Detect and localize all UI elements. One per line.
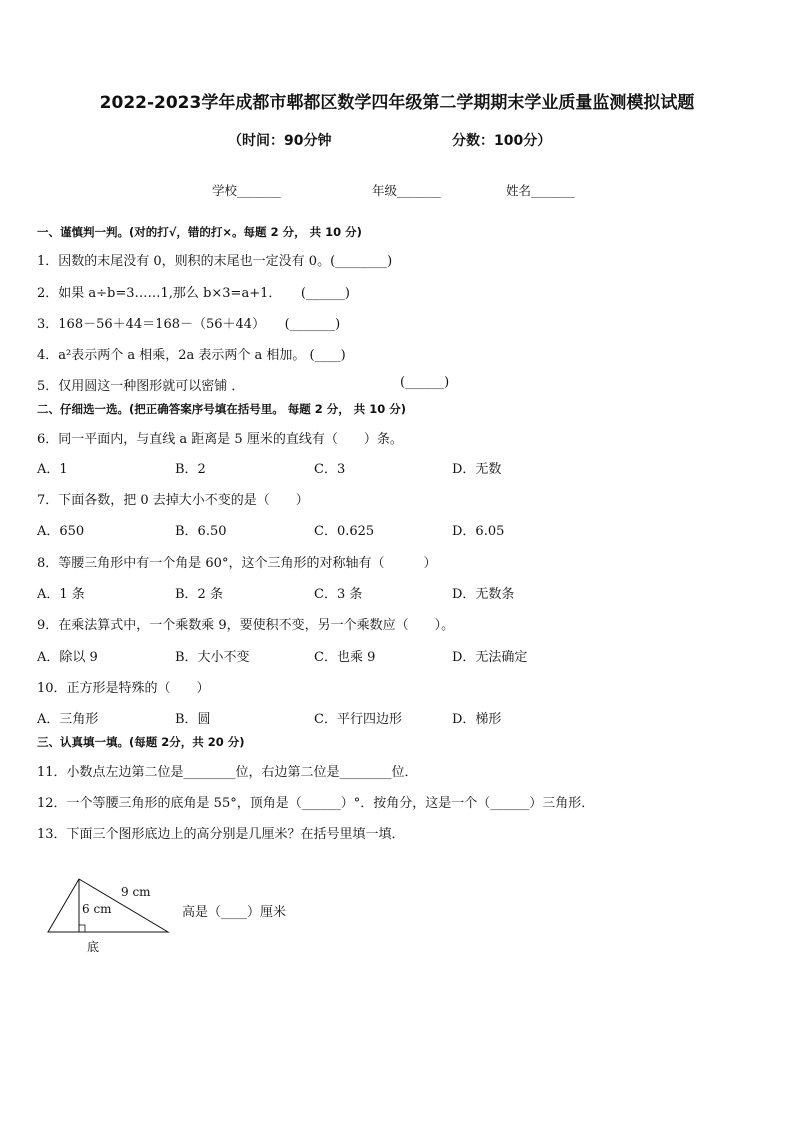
triangle-base-label: 底 (87, 940, 100, 954)
question-8-option-b: B．2 条 (175, 587, 223, 602)
question-10-option-b: B．圆 (175, 712, 211, 727)
question-6-option-d: D．无数 (452, 462, 502, 477)
triangle-figure (40, 872, 190, 962)
question-7-option-c: C．0.625 (314, 524, 375, 539)
question-11: 11．小数点左边第二位是________位，右边第二位是________位． (37, 765, 418, 780)
question-10: 10．正方形是特殊的（ ） (37, 681, 210, 696)
question-6-option-c: C．3 (314, 462, 346, 477)
question-12: 12．一个等腰三角形的底角是 55°，顶角是（______）°．按角分，这是一个（______）三角形． (37, 796, 595, 811)
question-7-option-a: A．650 (37, 524, 85, 539)
exam-title: 2022-2023学年成都市郫都区数学四年级第二学期期末学业质量监测模拟试题 (99, 93, 695, 113)
section-2-heading: 二、仔细选一选。(把正确答案序号填在括号里。 每题 2 分， 共 10 分) (37, 402, 407, 416)
triangle-height-label: 6 cm (82, 902, 112, 916)
exam-score: 分数：100分） (452, 133, 552, 149)
question-7-option-d: D．6.05 (452, 524, 505, 539)
question-13: 13．下面三个图形底边上的高分别是几厘米？在括号里填一填． (37, 827, 405, 842)
question-10-option-d: D．梯形 (452, 712, 502, 727)
question-9: 9．在乘法算式中，一个乘数乘 9，要使积不变，另一个乘数应（ ）。 (37, 618, 455, 633)
triangle-side-label: 9 cm (121, 885, 151, 899)
question-4: 4．a²表示两个 a 相乘，2a 表示两个 a 相加。 (____) (37, 348, 346, 363)
question-8-option-a: A．1 条 (37, 587, 85, 602)
section-3-heading: 三、认真填一填。(每题 2分，共 20 分) (37, 735, 245, 749)
section-1-heading: 一、谨慎判一判。(对的打√，错的打×。每题 2 分， 共 10 分) (37, 225, 362, 239)
name-field: 姓名_______ (506, 183, 575, 198)
exam-time: （时间：90分钟 (228, 133, 332, 149)
question-9-option-d: D．无法确定 (452, 650, 528, 665)
question-13-answer: 高是（____）厘米 (182, 905, 287, 920)
question-5-blank: (______) (400, 375, 450, 390)
question-2: 2．如果 a÷b=3……1,那么 b×3=a+1． (______) (37, 286, 351, 301)
question-6-option-b: B．2 (175, 462, 206, 477)
question-9-option-c: C．也乘 9 (314, 650, 376, 665)
right-angle-mark (79, 925, 85, 932)
question-1: 1．因数的末尾没有 0，则积的末尾也一定没有 0。(________) (37, 254, 393, 269)
question-6: 6．同一平面内，与直线 a 距离是 5 厘米的直线有（ ）条。 (37, 432, 403, 447)
grade-field: 年级_______ (372, 183, 441, 198)
question-9-option-b: B．大小不变 (175, 650, 250, 665)
question-9-option-a: A．除以 9 (37, 650, 98, 665)
question-5: 5．仅用圆这一种图形就可以密铺 ． (37, 379, 245, 394)
question-3: 3．168－56＋44＝168－（56＋44） (_______) (37, 317, 341, 332)
question-8-option-c: C．3 条 (314, 587, 363, 602)
question-8: 8．等腰三角形中有一个角是 60°，这个三角形的对称轴有（ ） (37, 556, 437, 571)
question-8-option-d: D．无数条 (452, 587, 515, 602)
question-10-option-a: A．三角形 (37, 712, 99, 727)
school-field: 学校_______ (212, 183, 281, 198)
question-10-option-c: C．平行四边形 (314, 712, 402, 727)
question-6-option-a: A．1 (37, 462, 68, 477)
question-7-option-b: B．6.50 (175, 524, 227, 539)
question-7: 7．下面各数，把 0 去掉大小不变的是（ ） (37, 493, 309, 508)
